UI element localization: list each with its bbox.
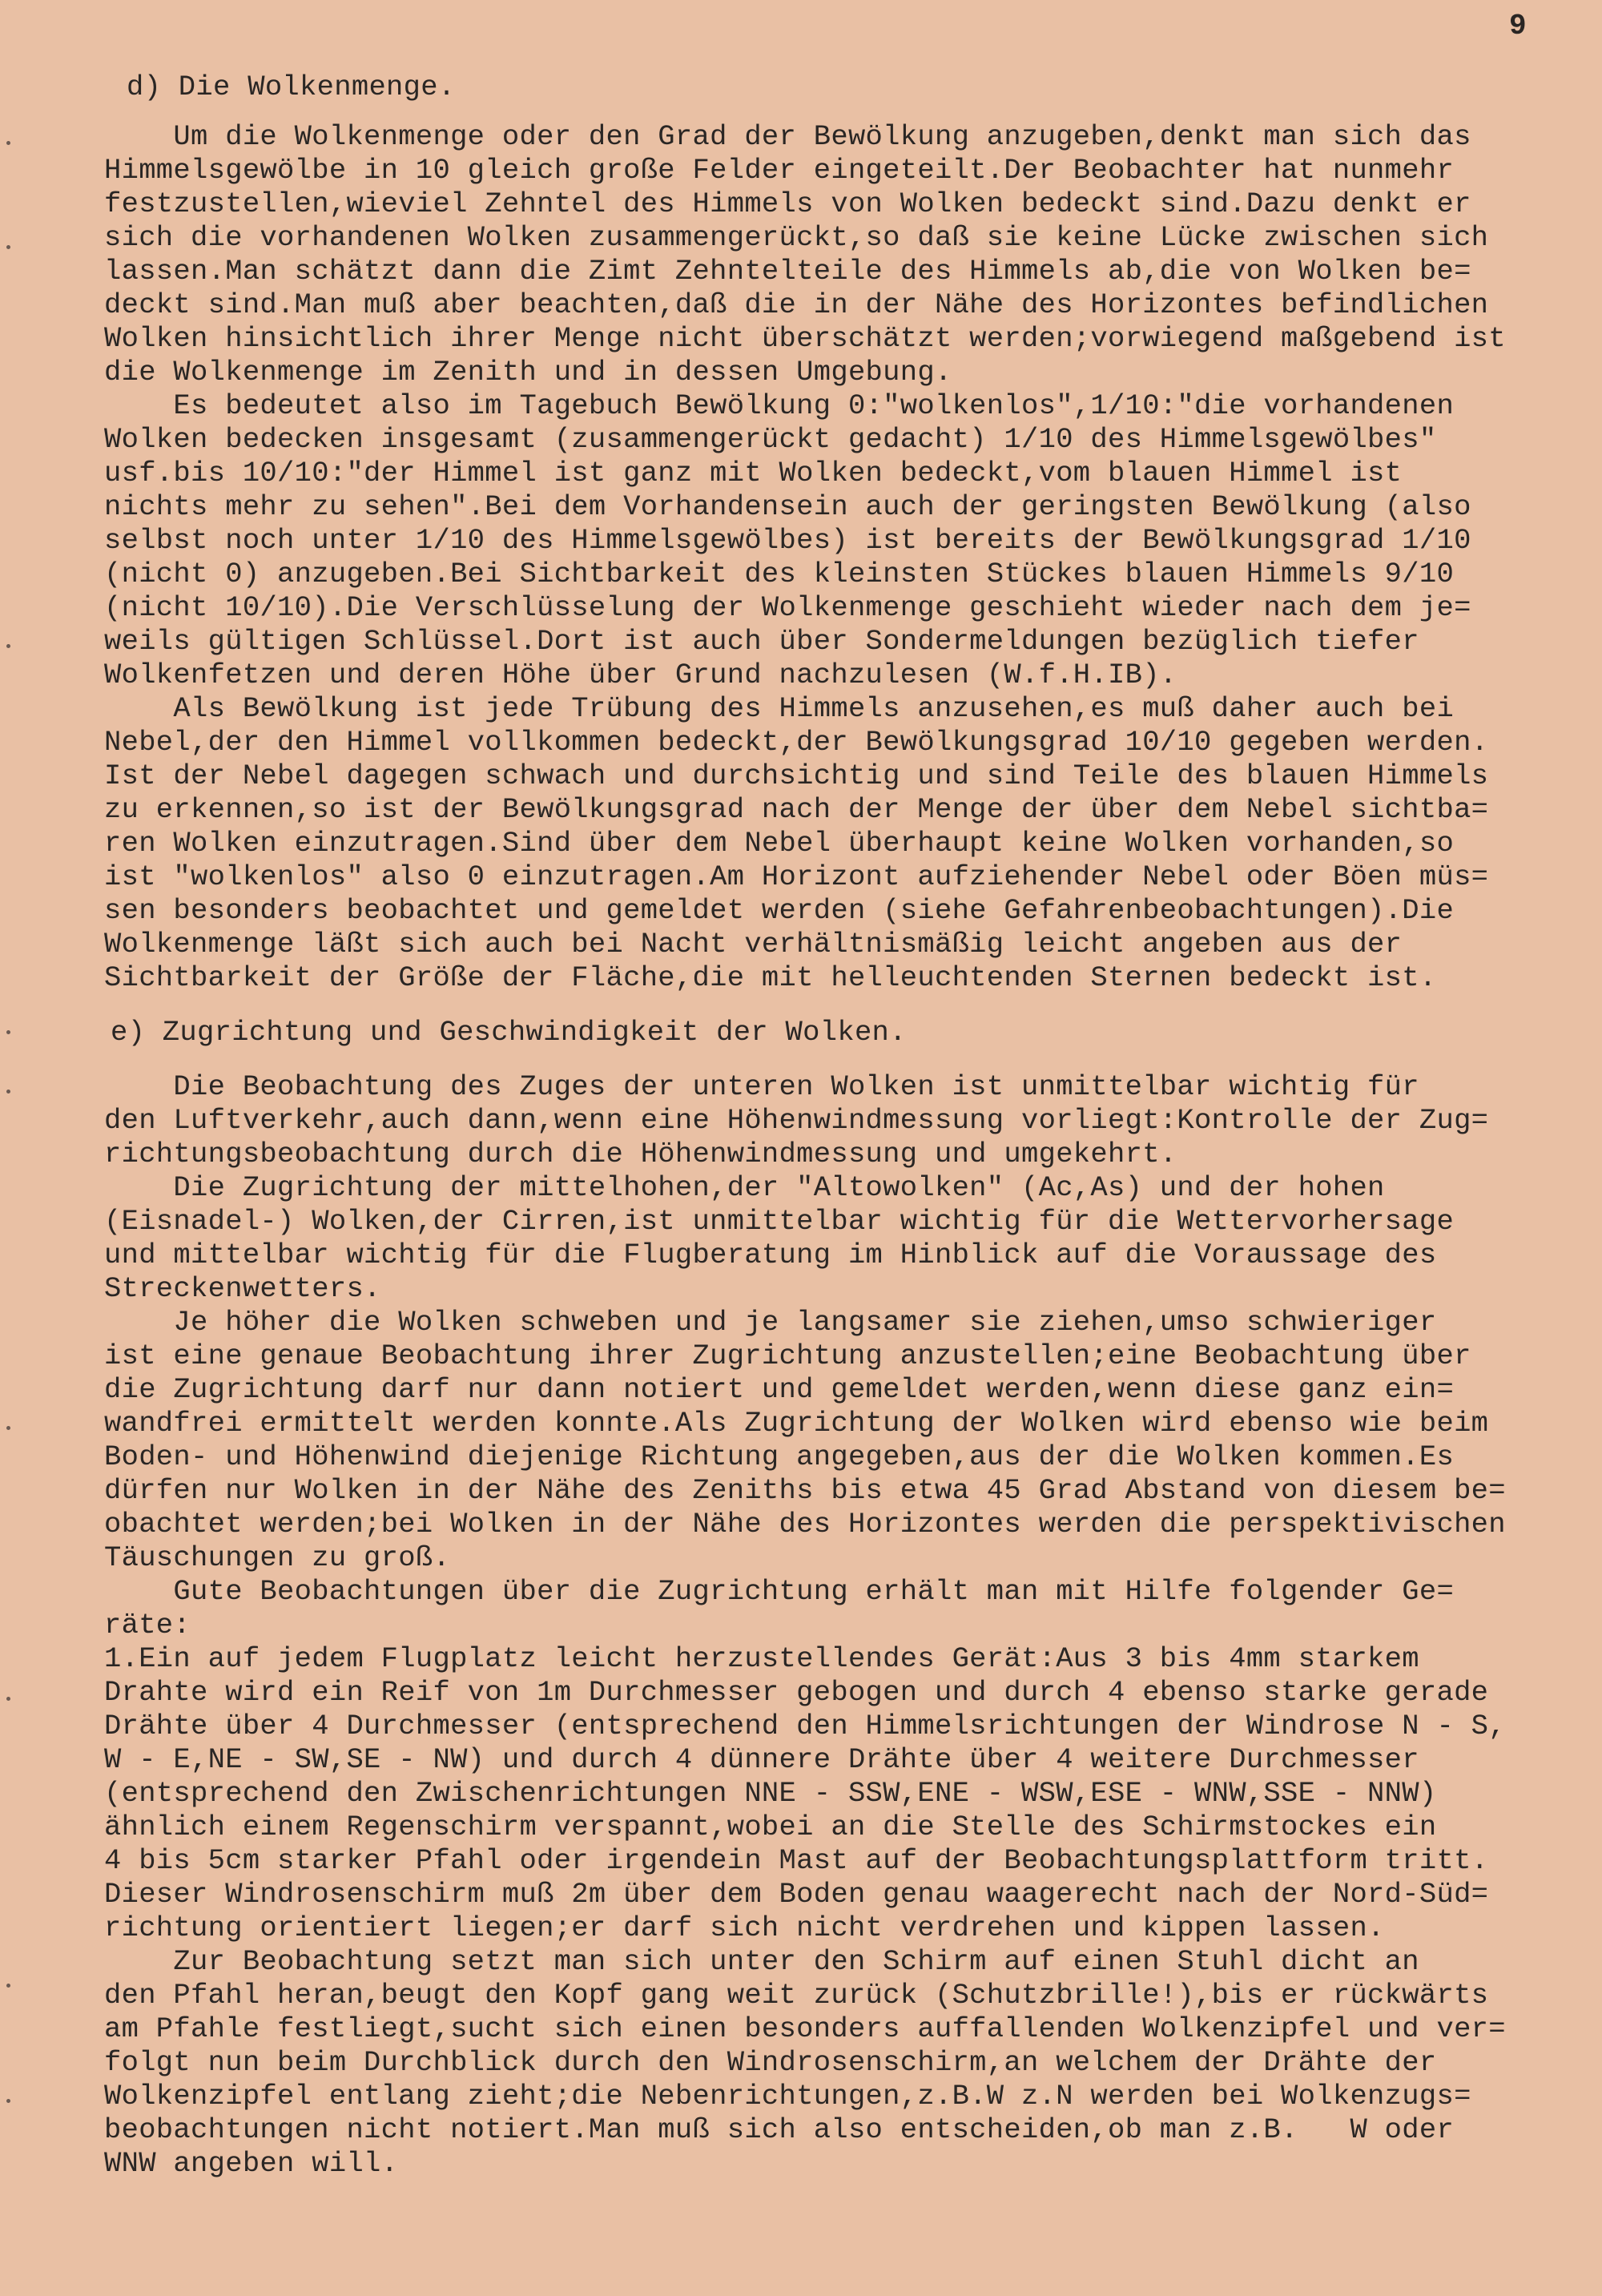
text-line: die Zugrichtung darf nur dann notiert und gemeldet werden,wenn diese ganz ein= xyxy=(104,1373,1455,1406)
section-e-heading: e) Zugrichtung und Geschwindigkeit der Wolken. xyxy=(111,1016,907,1049)
binder-hole-mark xyxy=(6,245,10,249)
text-line: Je höher die Wolken schweben und je langsamer sie ziehen,umso schwieriger xyxy=(104,1306,1437,1339)
text-line: Wolken hinsichtlich ihrer Menge nicht überschätzt werden;vorwiegend maßgebend ist xyxy=(104,322,1506,355)
text-line: Streckenwetters. xyxy=(104,1272,381,1305)
text-line: (entsprechend den Zwischenrichtungen NNE - SSW,ENE - WSW,ESE - WNW,SSE - NNW) xyxy=(104,1777,1437,1810)
text-line: Als Bewölkung ist jede Trübung des Himmels anzusehen,es muß daher auch bei xyxy=(104,692,1455,725)
text-line: lassen.Man schätzt dann die Zimt Zehntelteile des Himmels ab,die von Wolken be= xyxy=(104,255,1471,288)
text-line: Wolkenfetzen und deren Höhe über Grund nachzulesen (W.f.H.IB). xyxy=(104,659,1177,691)
text-line: Ist der Nebel dagegen schwach und durchsichtig und sind Teile des blauen Himmels xyxy=(104,759,1489,792)
binder-hole-mark xyxy=(6,1984,10,1988)
text-line: Es bedeutet also im Tagebuch Bewölkung 0:"wolkenlos",1/10:"die vorhandenen xyxy=(104,389,1455,422)
text-line: Boden- und Höhenwind diejenige Richtung angegeben,aus der die Wolken kommen.Es xyxy=(104,1440,1455,1473)
text-line: räte: xyxy=(104,1609,191,1641)
text-line: dürfen nur Wolken in der Nähe des Zeniths bis etwa 45 Grad Abstand von diesem be= xyxy=(104,1474,1506,1507)
text-line: Sichtbarkeit der Größe der Fläche,die mit helleuchtenden Sternen bedeckt ist. xyxy=(104,961,1437,994)
text-line: den Pfahl heran,beugt den Kopf gang weit zurück (Schutzbrille!),bis er rückwärts xyxy=(104,1979,1489,2012)
binder-hole-mark xyxy=(6,1697,10,1701)
section-d-heading: d) Die Wolkenmenge. xyxy=(127,70,456,103)
text-line: Dieser Windrosenschirm muß 2m über dem Boden genau waagerecht nach der Nord-Süd= xyxy=(104,1878,1489,1911)
binder-hole-mark xyxy=(6,2099,10,2103)
text-line: richtung orientiert liegen;er darf sich nicht verdrehen und kippen lassen. xyxy=(104,1911,1385,1944)
text-line: W - E,NE - SW,SE - NW) und durch 4 dünnere Drähte über 4 weitere Durchmesser xyxy=(104,1743,1419,1776)
text-line: Wolkenmenge läßt sich auch bei Nacht verhältnismäßig leicht angeben aus der xyxy=(104,928,1403,961)
text-line: am Pfahle festliegt,sucht sich einen besonders auffallenden Wolkenzipfel und ver= xyxy=(104,2012,1506,2045)
document-body xyxy=(104,70,1602,2181)
text-line: und mittelbar wichtig für die Flugberatung im Hinblick auf die Voraussage des xyxy=(104,1239,1437,1271)
binder-hole-mark xyxy=(6,141,10,145)
text-line: richtungsbeobachtung durch die Höhenwindmessung und umgekehrt. xyxy=(104,1138,1177,1170)
text-line: beobachtungen nicht notiert.Man muß sich also entscheiden,ob man z.B. W oder xyxy=(104,2113,1455,2146)
text-line: Nebel,der den Himmel vollkommen bedeckt,der Bewölkungsgrad 10/10 gegeben werden. xyxy=(104,726,1489,759)
text-line: Um die Wolkenmenge oder den Grad der Bewölkung anzugeben,denkt man sich das xyxy=(104,120,1471,153)
text-line: usf.bis 10/10:"der Himmel ist ganz mit Wolken bedeckt,vom blauen Himmel ist xyxy=(104,457,1403,489)
text-line: Drähte über 4 Durchmesser (entsprechend den Himmelsrichtungen der Windrose N - S, xyxy=(104,1710,1506,1742)
text-line: (nicht 0) anzugeben.Bei Sichtbarkeit des kleinsten Stückes blauen Himmels 9/10 xyxy=(104,558,1455,590)
text-line: nichts mehr zu sehen".Bei dem Vorhandensein auch der geringsten Bewölkung (also xyxy=(104,490,1471,523)
text-line: ist eine genaue Beobachtung ihrer Zugrichtung anzustellen;eine Beobachtung über xyxy=(104,1339,1471,1372)
text-line: ist "wolkenlos" also 0 einzutragen.Am Horizont aufziehender Nebel oder Böen müs= xyxy=(104,860,1489,893)
text-line: Wolkenzipfel entlang zieht;die Nebenrichtungen,z.B.W z.N werden bei Wolkenzugs= xyxy=(104,2080,1471,2113)
text-line: Wolken bedecken insgesamt (zusammengerückt gedacht) 1/10 des Himmelsgewölbes" xyxy=(104,423,1437,456)
text-line: wandfrei ermittelt werden konnte.Als Zugrichtung der Wolken wird ebenso wie beim xyxy=(104,1407,1489,1440)
text-line: die Wolkenmenge im Zenith und in dessen Umgebung. xyxy=(104,356,952,389)
text-line: 4 bis 5cm starker Pfahl oder irgendein Mast auf der Beobachtungsplattform tritt. xyxy=(104,1844,1489,1877)
text-line: ren Wolken einzutragen.Sind über dem Nebel überhaupt keine Wolken vorhanden,so xyxy=(104,827,1455,860)
text-line: sen besonders beobachtet und gemeldet werden (siehe Gefahrenbeobachtungen).Die xyxy=(104,894,1455,927)
text-line: deckt sind.Man muß aber beachten,daß die in der Nähe des Horizontes befindlichen xyxy=(104,288,1489,321)
text-line: Die Zugrichtung der mittelhohen,der "Altowolken" (Ac,As) und der hohen xyxy=(104,1171,1385,1204)
text-line: ähnlich einem Regenschirm verspannt,wobei an die Stelle des Schirmstockes ein xyxy=(104,1811,1437,1843)
text-line: obachtet werden;bei Wolken in der Nähe des Horizontes werden die perspektivischen xyxy=(104,1508,1506,1541)
text-line: Himmelsgewölbe in 10 gleich große Felder eingeteilt.Der Beobachter hat nunmehr xyxy=(104,154,1455,187)
text-line: weils gültigen Schlüssel.Dort ist auch über Sondermeldungen bezüglich tiefer xyxy=(104,625,1419,658)
text-line: Täuschungen zu groß. xyxy=(104,1541,451,1574)
page-number: 9 xyxy=(1509,10,1527,42)
text-line: Die Beobachtung des Zuges der unteren Wolken ist unmittelbar wichtig für xyxy=(104,1070,1419,1103)
text-line: den Luftverkehr,auch dann,wenn eine Höhenwindmessung vorliegt:Kontrolle der Zug= xyxy=(104,1104,1489,1137)
binder-hole-mark xyxy=(6,1426,10,1430)
text-line: WNW angeben will. xyxy=(104,2147,399,2180)
text-line: selbst noch unter 1/10 des Himmelsgewölbes) ist bereits der Bewölkungsgrad 1/10 xyxy=(104,524,1471,557)
binder-hole-mark xyxy=(6,1090,10,1094)
text-line: zu erkennen,so ist der Bewölkungsgrad nach der Menge der über dem Nebel sichtba= xyxy=(104,793,1489,826)
binder-hole-mark xyxy=(6,644,10,648)
text-line: Drahte wird ein Reif von 1m Durchmesser gebogen und durch 4 ebenso starke gerade xyxy=(104,1676,1489,1709)
text-line: Gute Beobachtungen über die Zugrichtung erhält man mit Hilfe folgender Ge= xyxy=(104,1575,1455,1608)
section-d-text xyxy=(104,120,1602,995)
text-line: Zur Beobachtung setzt man sich unter den Schirm auf einen Stuhl dicht an xyxy=(104,1945,1419,1978)
section-e-text xyxy=(104,1070,1602,2181)
text-line: 1.Ein auf jedem Flugplatz leicht herzustellendes Gerät:Aus 3 bis 4mm starkem xyxy=(104,1642,1419,1675)
binder-hole-mark xyxy=(6,1030,10,1034)
text-line: (Eisnadel-) Wolken,der Cirren,ist unmittelbar wichtig für die Wettervorhersage xyxy=(104,1205,1455,1238)
text-line: folgt nun beim Durchblick durch den Windrosenschirm,an welchem der Drähte der xyxy=(104,2046,1437,2079)
text-line: festzustellen,wieviel Zehntel des Himmels von Wolken bedeckt sind.Dazu denkt er xyxy=(104,187,1471,220)
text-line: sich die vorhandenen Wolken zusammengerückt,so daß sie keine Lücke zwischen sich xyxy=(104,221,1489,254)
text-line: (nicht 10/10).Die Verschlüsselung der Wolkenmenge geschieht wieder nach dem je= xyxy=(104,591,1471,624)
